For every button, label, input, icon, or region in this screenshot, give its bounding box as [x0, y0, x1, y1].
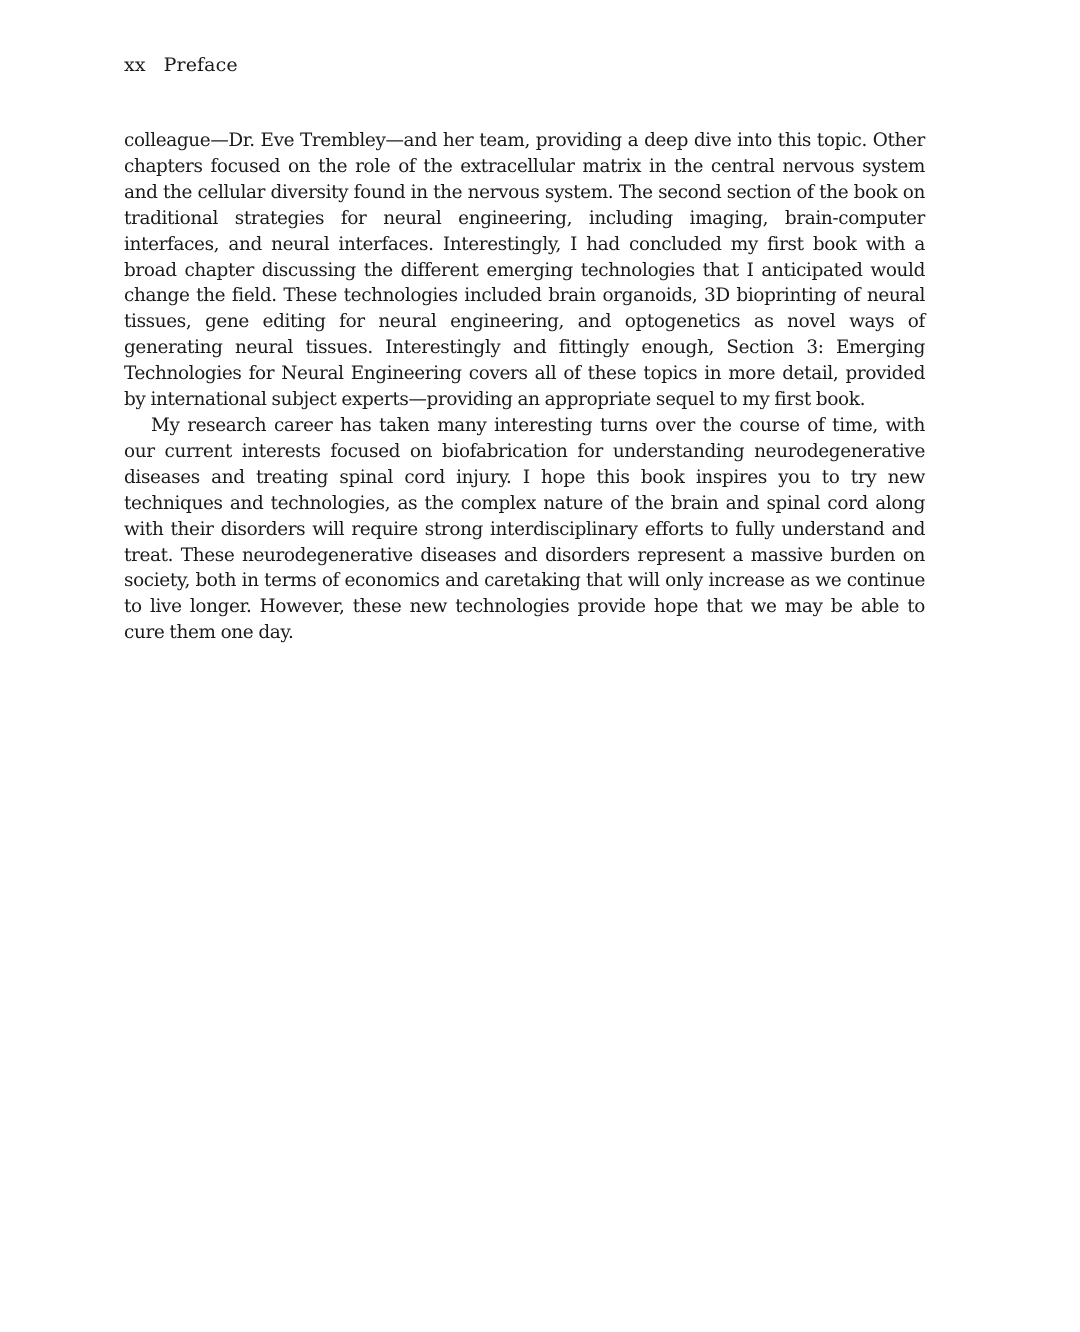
running-header — [124, 53, 238, 77]
paragraph-continued: colleague—Dr. Eve Trembley—and her team, providing a deep dive into this topic. Other chapters focused on the role of the extracellular matrix in the central nervous system and the cellular diversity found in the nervous system. The second section of the book on traditional strategies for neural engineering, including imaging, brain-computer interfaces, and neural interfaces. Interestingly, I had concluded my first book with a broad chapter discussing the different emerging technologies that I anticipated would change the field. These technologies included brain organoids, 3D bioprinting of neural tissues, gene editing for neural engineering, and optogenetics as novel ways of generating neural tissues. Interestingly and fittingly enough, Section 3: Emerging Technologies for Neural Engineering covers all of these topics in more detail, provided by international subject experts—providing an appropriate sequel to my first book. — [124, 130, 925, 411]
page-number: xx — [124, 54, 146, 76]
running-title: Preface — [163, 54, 238, 76]
body-text — [124, 128, 925, 646]
paragraph-research-career: My research career has taken many interesting turns over the course of time, with our current interests focused on biofabrication for understanding neurodegenerative diseases and treating spinal cord injury. I hope this book inspires you to try new techniques and technologies, as the complex nature of the brain and spinal cord along with their disorders will require strong interdisciplinary efforts to fully understand and treat. These neurodegenerative diseases and disorders represent a massive burden on society, both in terms of economics and caretaking that will only increase as we continue to live longer. However, these new technologies provide hope that we may be able to cure them one day. — [124, 414, 925, 644]
